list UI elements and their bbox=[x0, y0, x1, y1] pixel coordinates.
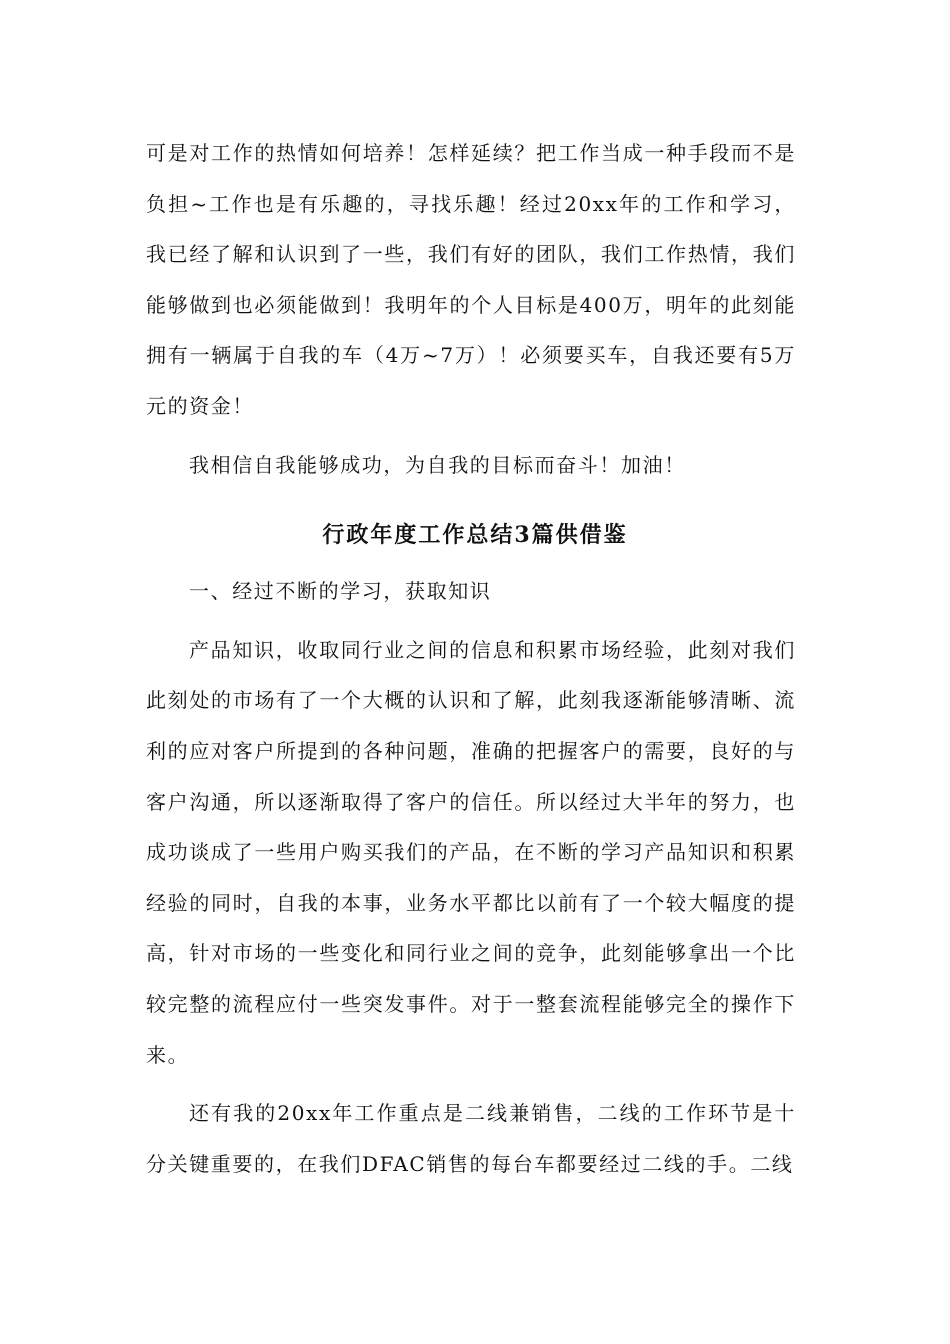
paragraph-work-focus: 还有我的20xx年工作重点是二线兼销售，二线的工作环节是十分关键重要的，在我们DFAC销售的每台车都要经过二线的手。二线 bbox=[146, 1101, 796, 1176]
section-title: 行政年度工作总结3篇供借鉴 bbox=[322, 522, 628, 549]
paragraph-confidence: 我相信自我能够成功，为自我的目标而奋斗！加油！ bbox=[189, 452, 686, 477]
paragraph-product-knowledge: 产品知识，收取同行业之间的信息和积累市场经验，此刻对我们此刻处的市场有了一个大概的认识和了解，此刻我逐渐能够清晰、流利的应对客户所提到的各种问题，准确的把握客户的需要，良好的与客户沟通，所以逐渐取得了客户的信任。所以经过大半年的努力，也成功谈成了一些用户购买我们的产品，在不断的学习产品知识和积累经验的同时，自我的本事，业务水平都比以前有了一个较大幅度的提高，针对市场的一些变化和同行业之间的竞争，此刻能够拿出一个比较完整的流程应付一些突发事件。对于一整套流程能够完全的操作下来。 bbox=[146, 637, 796, 1067]
document-body bbox=[146, 128, 796, 1189]
paragraph-work-passion: 可是对工作的热情如何培养！怎样延续？把工作当成一种手段而不是负担~工作也是有乐趣的，寻找乐趣！经过20xx年的工作和学习，我已经了解和认识到了一些，我们有好的团队，我们工作热情，我们能够做到也必须能做到！我明年的个人目标是400万，明年的此刻能拥有一辆属于自我的车（4万~7万）！必须要买车，自我还要有5万元的资金！ bbox=[146, 141, 796, 418]
section-subheading: 一、经过不断的学习，获取知识 bbox=[189, 579, 492, 604]
